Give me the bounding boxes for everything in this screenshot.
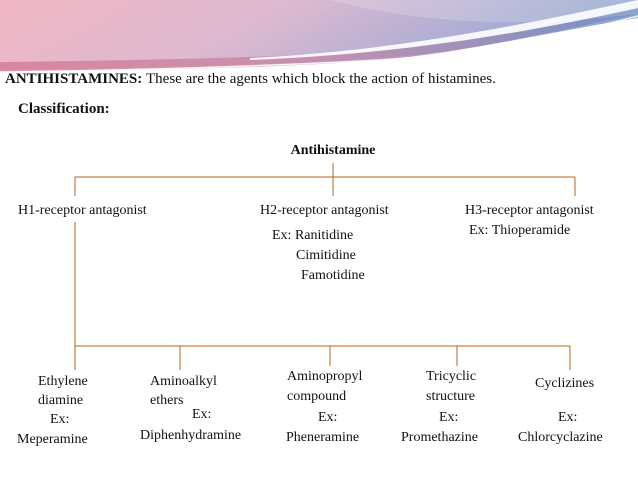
class-tricyclic-example: Promethazine — [401, 430, 478, 445]
h2-example: Cimitidine — [296, 248, 356, 263]
class-aminopropyl-ex-label: Ex: — [318, 410, 338, 425]
h2-example: Famotidine — [301, 268, 365, 283]
class-aminoalkyl-example: Diphenhydramine — [140, 428, 242, 443]
class-cyclizines-line1: Cyclizines — [535, 376, 595, 391]
class-aminoalkyl-line1: Aminoalkyl — [150, 374, 217, 389]
class-aminopropyl-line1: Aminopropyl — [287, 369, 363, 384]
class-aminoalkyl-line2: ethers — [150, 393, 184, 408]
class-tricyclic-line2: structure — [426, 389, 475, 404]
class-ethylene-line1: Ethylene — [38, 374, 88, 389]
class-tricyclic-ex-label: Ex: — [439, 410, 459, 425]
heading-term: ANTIHISTAMINES: — [5, 71, 143, 87]
slide-heading — [5, 71, 496, 88]
h3-receptor-node: H3-receptor antagonist — [465, 203, 594, 218]
class-ethylene-example: Meperamine — [17, 432, 88, 447]
h2-receptor-node: H2-receptor antagonist — [260, 203, 389, 218]
class-ethylene-line2: diamine — [38, 393, 84, 408]
class-tricyclic-line1: Tricyclic — [426, 369, 477, 384]
classification-subheading: Classification: — [18, 101, 110, 117]
h3-example: Ex: Thioperamide — [469, 223, 571, 238]
class-aminopropyl-line2: compound — [287, 389, 347, 404]
class-aminopropyl-example: Pheneramine — [286, 430, 360, 445]
class-cyclizines-example: Chlorcyclazine — [518, 430, 603, 445]
class-cyclizines-ex-label: Ex: — [558, 410, 578, 425]
h1-receptor-node: H1-receptor antagonist — [18, 203, 147, 218]
root-node: Antihistamine — [290, 143, 376, 158]
class-aminoalkyl-ex-label: Ex: — [192, 407, 212, 422]
heading-definition: These are the agents which block the action of histamines. — [146, 71, 496, 87]
class-ethylene-ex-label: Ex: — [50, 412, 70, 427]
h2-example: Ex: Ranitidine — [272, 228, 354, 243]
